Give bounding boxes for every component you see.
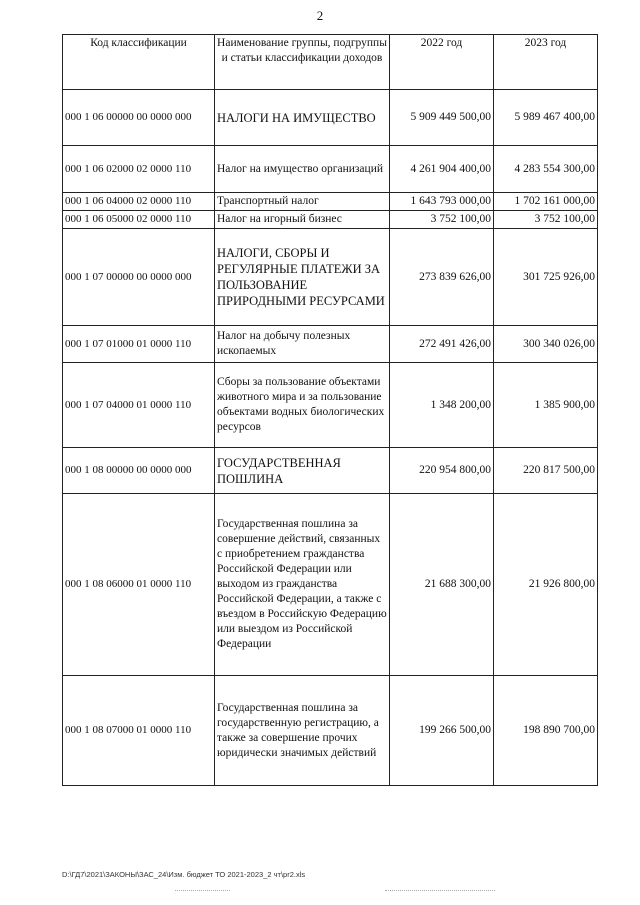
row-value-2023: 300 340 026,00 <box>494 326 598 363</box>
table-row <box>63 494 598 676</box>
row-value-2023: 198 890 700,00 <box>494 676 598 786</box>
file-path-footer: D:\ГД7\2021\ЗАКОНЫ\ЗАС_24\Изм. бюджет ТО 2021-2023_2 чт\pr2.xls <box>62 870 306 879</box>
row-name: ГОСУДАРСТВЕННАЯ ПОШЛИНА <box>215 448 390 494</box>
header-year-2023: 2023 год <box>494 35 598 90</box>
row-name: Налог на игорный бизнес <box>215 211 390 229</box>
table-header-row <box>63 35 598 90</box>
row-name: Государственная пошлина за совершение действий, связанных с приобретением гражданства Российской Федерации или выходом из гражданства Российской Федерации, а также с въездом в Российскую Федерацию или выездом из Российской Федерации <box>215 494 390 676</box>
row-value-2023: 1 702 161 000,00 <box>494 193 598 211</box>
footer-divider <box>385 890 495 892</box>
row-code: 000 1 06 04000 02 0000 110 <box>63 193 215 211</box>
row-code: 000 1 07 00000 00 0000 000 <box>63 229 215 326</box>
row-code: 000 1 07 04000 01 0000 110 <box>63 363 215 448</box>
table-row <box>63 676 598 786</box>
row-value-2023: 3 752 100,00 <box>494 211 598 229</box>
row-name: НАЛОГИ, СБОРЫ И РЕГУЛЯРНЫЕ ПЛАТЕЖИ ЗА ПОЛЬЗОВАНИЕ ПРИРОДНЫМИ РЕСУРСАМИ <box>215 229 390 326</box>
row-value-2022: 272 491 426,00 <box>390 326 494 363</box>
table-row <box>63 193 598 211</box>
header-name: Наименование группы, подгруппы и статьи классификации доходов <box>215 35 390 90</box>
table-row <box>63 326 598 363</box>
footer-divider <box>175 890 230 892</box>
row-value-2023: 1 385 900,00 <box>494 363 598 448</box>
row-value-2023: 21 926 800,00 <box>494 494 598 676</box>
header-code: Код классификации <box>63 35 215 90</box>
table-row <box>63 229 598 326</box>
row-name: НАЛОГИ НА ИМУЩЕСТВО <box>215 90 390 146</box>
row-name: Государственная пошлина за государственную регистрацию, а также за совершение прочих юридически значимых действий <box>215 676 390 786</box>
row-name: Транспортный налог <box>215 193 390 211</box>
table-row <box>63 448 598 494</box>
row-code: 000 1 06 02000 02 0000 110 <box>63 146 215 193</box>
row-value-2023: 220 817 500,00 <box>494 448 598 494</box>
row-name: Налог на добычу полезных ископаемых <box>215 326 390 363</box>
revenue-table <box>62 34 598 786</box>
row-value-2022: 273 839 626,00 <box>390 229 494 326</box>
row-value-2023: 4 283 554 300,00 <box>494 146 598 193</box>
row-code: 000 1 08 07000 01 0000 110 <box>63 676 215 786</box>
row-value-2022: 1 643 793 000,00 <box>390 193 494 211</box>
table-row <box>63 146 598 193</box>
page-number: 2 <box>316 8 324 23</box>
header-year-2022: 2022 год <box>390 35 494 90</box>
table-row <box>63 363 598 448</box>
row-name: Налог на имущество организаций <box>215 146 390 193</box>
row-code: 000 1 06 00000 00 0000 000 <box>63 90 215 146</box>
table-row <box>63 211 598 229</box>
row-value-2022: 21 688 300,00 <box>390 494 494 676</box>
row-value-2023: 301 725 926,00 <box>494 229 598 326</box>
row-value-2022: 199 266 500,00 <box>390 676 494 786</box>
row-value-2022: 4 261 904 400,00 <box>390 146 494 193</box>
row-name: Сборы за пользование объектами животного мира и за пользование объектами водных биологических ресурсов <box>215 363 390 448</box>
row-code: 000 1 07 01000 01 0000 110 <box>63 326 215 363</box>
row-code: 000 1 08 06000 01 0000 110 <box>63 494 215 676</box>
row-code: 000 1 08 00000 00 0000 000 <box>63 448 215 494</box>
row-code: 000 1 06 05000 02 0000 110 <box>63 211 215 229</box>
row-value-2022: 1 348 200,00 <box>390 363 494 448</box>
row-value-2022: 3 752 100,00 <box>390 211 494 229</box>
row-value-2023: 5 989 467 400,00 <box>494 90 598 146</box>
table-row <box>63 90 598 146</box>
row-value-2022: 5 909 449 500,00 <box>390 90 494 146</box>
row-value-2022: 220 954 800,00 <box>390 448 494 494</box>
